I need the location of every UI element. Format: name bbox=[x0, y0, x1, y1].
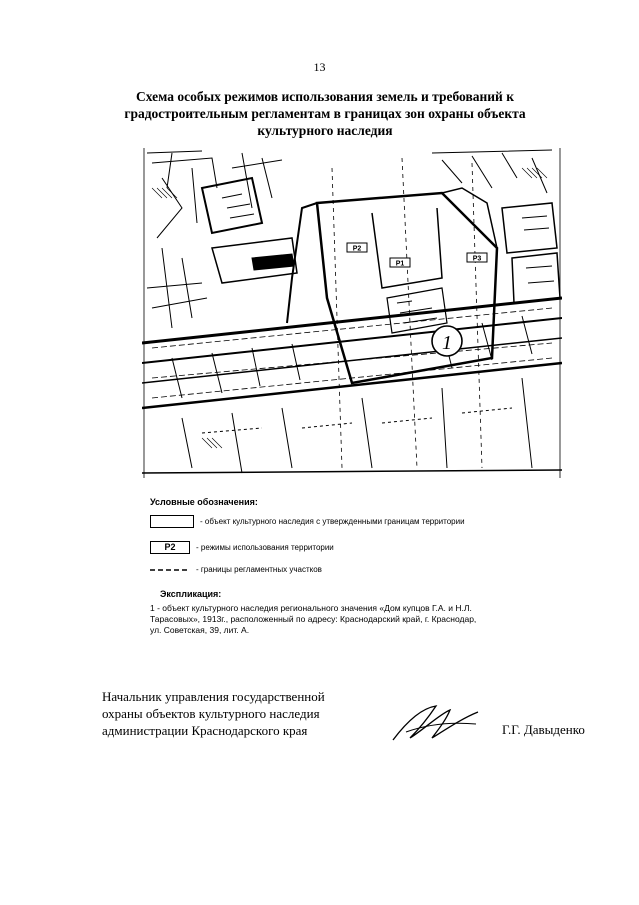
signature-block bbox=[102, 688, 392, 739]
site-plan-map bbox=[142, 148, 562, 478]
object-marker bbox=[432, 326, 462, 356]
heritage-boundary-symbol bbox=[150, 515, 194, 528]
plot-boundary-symbol bbox=[150, 567, 190, 573]
legend-item-plot-boundary bbox=[150, 565, 322, 574]
title-line: культурного наследия bbox=[257, 123, 393, 138]
legend-heading: Условные обозначения: bbox=[150, 497, 258, 507]
legend-item-text: - режимы использования территории bbox=[196, 543, 334, 552]
regime-symbol: Р2 bbox=[150, 541, 190, 554]
svg-text:Р2: Р2 bbox=[352, 245, 362, 253]
explication-text: 1 - объект культурного наследия регионального значения «Дом купцов Г.А. и Н.Л. Тарасовых», 1913г., расположенный по адресу: Краснодарский край, г. Краснодар, ул. Советская, 39, лит. А. bbox=[150, 603, 477, 635]
explication-heading: Экспликация: bbox=[160, 589, 222, 599]
svg-text:Р3: Р3 bbox=[472, 255, 482, 263]
title-line: градостроительным регламентам в границах зон охраны объекта bbox=[124, 106, 526, 121]
legend-item-heritage-boundary bbox=[150, 515, 465, 528]
legend-item-regime bbox=[150, 541, 334, 554]
signatory-title-line: администрации Краснодарского края bbox=[102, 723, 308, 738]
signatory-title-line: охраны объектов культурного наследия bbox=[102, 706, 320, 721]
legend bbox=[150, 497, 570, 635]
handwritten-signature bbox=[388, 700, 483, 748]
svg-text:Р1: Р1 bbox=[395, 260, 405, 268]
zone-label-p2 bbox=[347, 243, 367, 253]
title-line: Схема особых режимов использования земель и требований к bbox=[136, 89, 514, 104]
svg-text:1: 1 bbox=[442, 332, 452, 354]
legend-item-text: - объект культурного наследия с утвержденными границам территории bbox=[200, 517, 465, 526]
page-number: 13 bbox=[313, 60, 326, 74]
signatory-title-line: Начальник управления государственной bbox=[102, 689, 325, 704]
legend-item-text: - границы регламентных участков bbox=[196, 565, 322, 574]
zone-label-p1 bbox=[390, 258, 410, 268]
zone-label-p3 bbox=[467, 253, 487, 263]
document-title bbox=[120, 88, 530, 139]
signer-name: Г.Г. Давыденко bbox=[502, 722, 585, 737]
